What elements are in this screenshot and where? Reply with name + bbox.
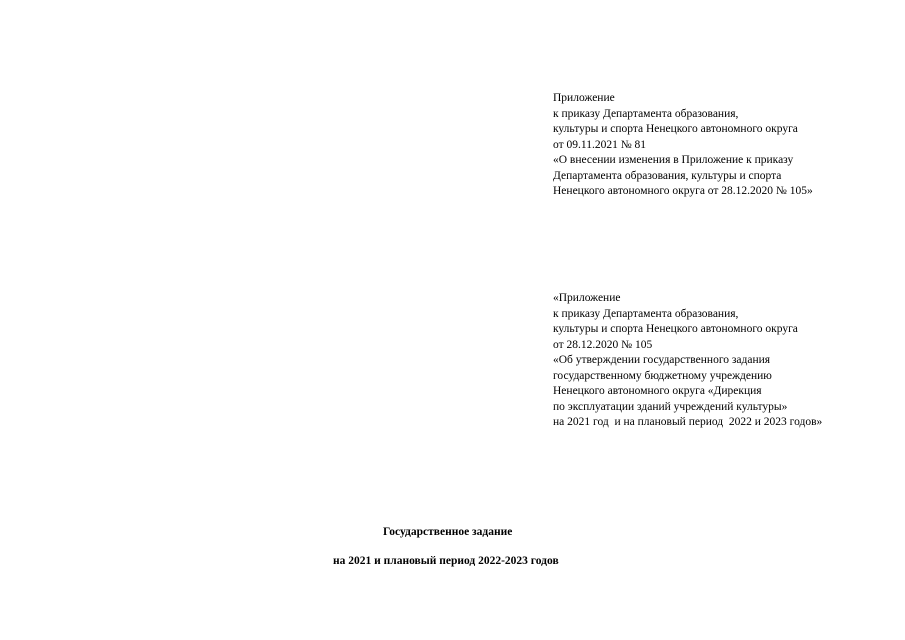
annex-line: «Об утверждении государственного задания (553, 354, 771, 366)
annex-line: «О внесении изменения в Приложение к приказу (553, 154, 794, 166)
annex-header-original (553, 291, 822, 431)
annex-line: Ненецкого автономного округа от 28.12.2020 № 105» (553, 185, 813, 197)
annex-line: к приказу Департамента образования, (553, 107, 739, 120)
annex-line: государственному бюджетному учреждению (553, 369, 772, 382)
annex-line: по эксплуатации зданий учреждений культуры» (553, 400, 788, 413)
annex-line: от 09.11.2021 № 81 (553, 138, 647, 151)
annex-line: Департамента образования, культуры и спорта (553, 169, 782, 182)
annex-line: к приказу Департамента образования, (553, 307, 739, 320)
annex-line: от 28.12.2020 № 105 (553, 338, 653, 351)
annex-line: культуры и спорта Ненецкого автономного округа (553, 323, 798, 335)
annex-line: «Приложение (553, 292, 621, 304)
annex-line: Приложение (553, 92, 615, 104)
document-title: Государственное задание (383, 526, 513, 538)
annex-line: Ненецкого автономного округа «Дирекция (553, 385, 762, 397)
document-period: на 2021 и плановый период 2022-2023 годов (333, 555, 559, 567)
annex-line: на 2021 год и на плановый период 2022 и 2023 годов» (553, 416, 823, 428)
annex-line: культуры и спорта Ненецкого автономного округа (553, 123, 798, 135)
annex-header-current (553, 91, 813, 200)
